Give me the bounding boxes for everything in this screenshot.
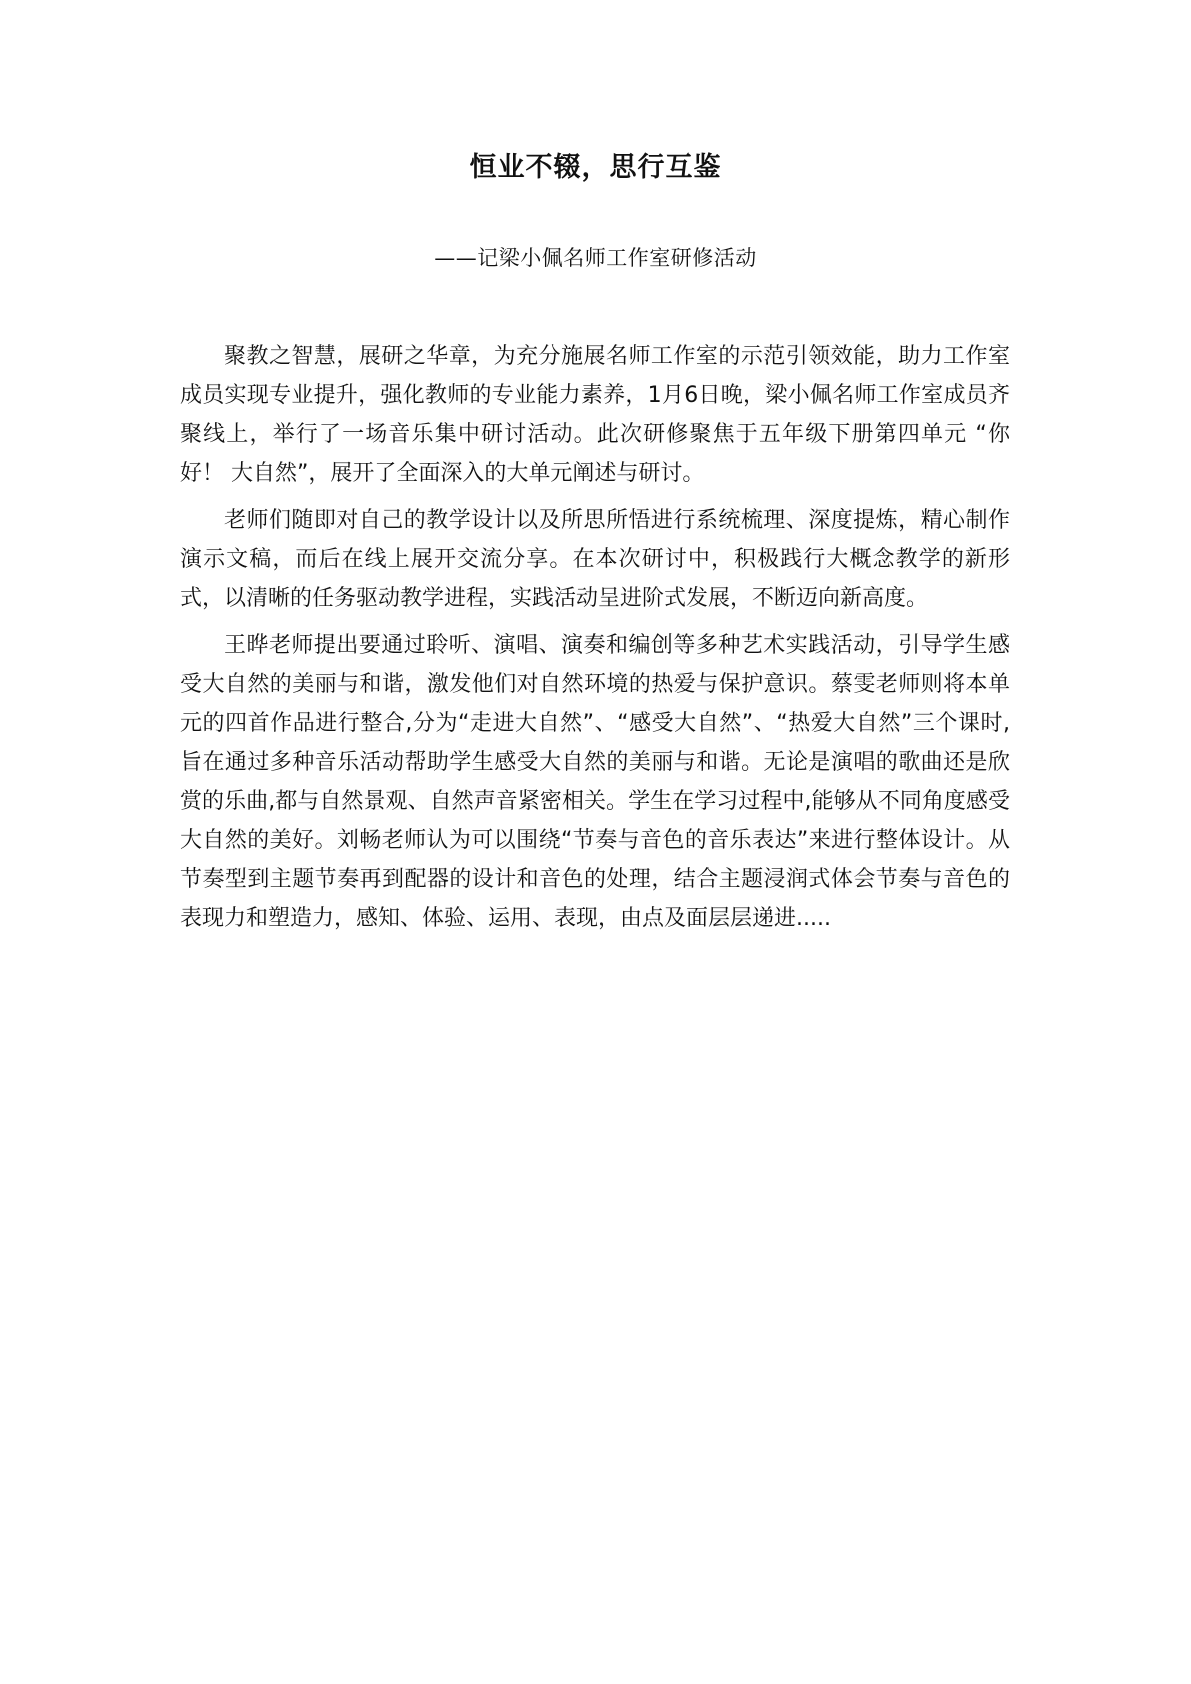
paragraph-2: 老师们随即对自己的教学设计以及所思所悟进行系统梳理、深度提炼，精心制作演示文稿，而后在线上展开交流分享。在本次研讨中，积极践行大概念教学的新形式，以清晰的任务驱动教学进程，实践活动呈进阶式发展，不断迈向新高度。 [180,508,1010,611]
paragraph-3: 王晔老师提出要通过聆听、演唱、演奏和编创等多种艺术实践活动，引导学生感受大自然的美丽与和谐，激发他们对自然环境的热爱与保护意识。蔡雯老师则将本单元的四首作品进行整合,分为“走进大自然”、“感受大自然”、“热爱大自然”三个课时,旨在通过多种音乐活动帮助学生感受大自然的美丽与和谐。无论是演唱的歌曲还是欣赏的乐曲,都与自然景观、自然声音紧密相关。学生在学习过程中,能够从不同角度感受大自然的美好。刘畅老师认为可以围绕“节奏与音色的音乐表达”来进行整体设计。从节奏型到主题节奏再到配器的设计和音色的处理，结合主题浸润式体会节奏与音色的表现力和塑造力，感知、体验、运用、表现，由点及面层层递进..... [180,633,1010,931]
document-subtitle: ——记梁小佩名师工作室研修活动 [434,246,757,270]
document-title: 恒业不辍，思行互鉴 [469,152,722,183]
paragraph-1: 聚教之智慧，展研之华章，为充分施展名师工作室的示范引领效能，助力工作室成员实现专业提升，强化教师的专业能力素养，1月6日晚，梁小佩名师工作室成员齐聚线上，举行了一场音乐集中研讨活动。此次研修聚焦于五年级下册第四单元 “你好！ 大自然”，展开了全面深入的大单元阐述与研讨。 [180,344,1010,486]
document-body [180,337,1010,946]
